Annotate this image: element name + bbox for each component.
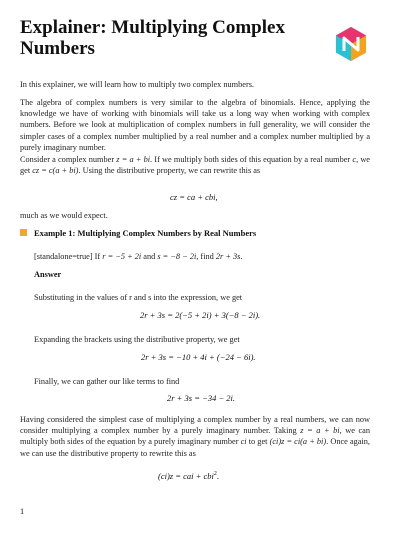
answer-label: Answer (34, 270, 62, 279)
example-heading: Example 1: Multiplying Complex Numbers by Real Numbers (34, 228, 257, 238)
answer-step-3: Finally, we can gather our like terms to find (34, 377, 180, 386)
example-question: [standalone=true] If r = −5 + 2i and s = −8 − 2i, find 2r + 3s. (34, 252, 243, 261)
ciz-definition: (ci)z = ci(a + bi) (269, 437, 327, 447)
intro-paragraph: In this explainer, we will learn how to multiply two complex numbers. (20, 80, 255, 89)
ciz-result-equation: (ci)z = cai + cbi$^2$. (158, 471, 219, 481)
answer-step-2: Expanding the brackets using the distributive property, we get (34, 335, 240, 344)
imaginary-number-ci: ci (240, 437, 247, 447)
page-title: Explainer: Multiplying Complex Numbers (20, 17, 285, 59)
answer-equation-2: 2r + 3s = −10 + 4i + (−24 − 6i). (141, 352, 256, 362)
page-number: 1 (20, 507, 25, 516)
cz-definition: cz = c(a + bi) (32, 166, 79, 176)
answer-equation-3: 2r + 3s = −34 − 2i. (167, 393, 236, 403)
consider-text-3: , we get (20, 155, 370, 176)
cz-result-equation: cz = ca + cbi, (170, 192, 218, 202)
consider-paragraph (20, 154, 370, 176)
z-definition-2: z = a + bi (300, 426, 340, 436)
z-definition: z = a + bi (116, 155, 151, 164)
consider-text-1: Consider a complex number (20, 155, 117, 164)
after-equation-text: much as we would expect. (20, 211, 108, 220)
consider-text-4: . Using the distributive property, we can rewrite this as (78, 166, 261, 176)
imaginary-paragraph: Having considered the simplest case of multiplying a complex number by a real numbers, we can now consider multiplying a complex number by a purely imaginary number. Taking z = a + bi, we can multiply both sides of the equation by a purely imaginary number ci to get (ci)z = ci(a + bi). Once again, we can use the distributive property to rewrite this as (20, 415, 371, 458)
algebra-paragraph: The algebra of complex numbers is very similar to the algebra of binomials. Hence, applying the knowledge we have of working with binomials will take us a long way when working with complex numbers. Before we look at multiplication of complex numbers in full generality, we will consider the simpler cases of a complex number multiplied by a real number and a complex number multiplied by a purely imaginary number. (20, 98, 370, 152)
real-number-c: c (352, 155, 357, 164)
nagwa-logo-icon (333, 26, 369, 62)
example-bullet (20, 229, 27, 236)
answer-step-1: Substituting in the values of r and s into the expression, we get (34, 293, 243, 302)
answer-equation-1: 2r + 3s = 2(−5 + 2i) + 3(−8 − 2i). (140, 310, 261, 320)
consider-text-2: . If we multiply both sides of this equation by a real number (150, 155, 353, 164)
